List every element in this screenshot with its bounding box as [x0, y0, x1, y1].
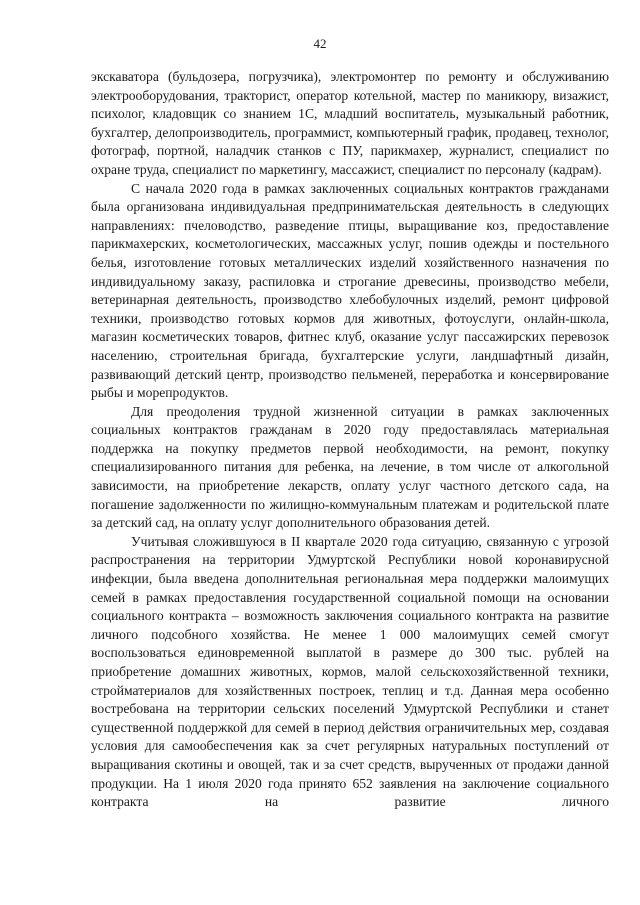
paragraph-regional-measure: Учитывая сложившуюся в II квартале 2020 года ситуацию, связанную с угрозой распространения на территории Удмуртской Республики новой коронавирусной инфекции, была введена дополнительная региональная мера поддержки малоимущих семей в рамках предоставления государственной социальной помощи на основании социального контракта – возможность заключения социального контракта на развитие личного подсобного хозяйства. Не менее 1 000 малоимущих семей смогут воспользоваться единовременной выплатой в размере до 300 тыс. рублей на приобретение домашних животных, кормов, малой сельскохозяйственной техники, стройматериалов для хозяйственных построек, теплиц и т.д. Данная мера особенно востребована на территории сельских поселений Удмуртской Республики и станет существенной поддержкой для семей в период действия ограничительных мер, создавая условия для самообеспечения как за счет регулярных натуральных поступлений от выращивания скотины и овощей, так и за счет средств, вырученных от продажи данной продукции. На 1 июля 2020 года принято 652 заявления на заключение социального контракта на развитие личного: [91, 533, 609, 810]
paragraph-material-support: Для преодоления трудной жизненной ситуации в рамках заключенных социальных контрактов гражданам в 2020 году предоставлялась материальная поддержка на покупку предметов первой необходимости, на ремонт, покупку специализированного питания для ребенка, на лечение, в том числе от алкогольной зависимости, на приобретение лекарств, оплату услуг частного детского сада, на погашение задолженности по жилищно-коммунальным платежам и родительской плате за детский сад, на оплату услуг дополнительного образования детей.: [91, 403, 609, 531]
paragraph-professions-list: экскаватора (бульдозера, погрузчика), электромонтер по ремонту и обслуживанию электрооборудования, тракторист, оператор котельной, мастер по маникюру, визажист, психолог, кладовщик со знанием 1С, младший воспитатель, музыкальный работник, бухгалтер, делопроизводитель, программист, компьютерный график, продавец, технолог, фотограф, портной, наладчик станков с ПУ, парикмахер, журналист, специалист по охране труда, специалист по маркетингу, массажист, специалист по персоналу (кадрам).: [91, 69, 609, 177]
document-body: [91, 68, 609, 812]
paragraph-entrepreneurship-directions: С начала 2020 года в рамках заключенных социальных контрактов гражданами была организована индивидуальная предпринимательская деятельность в следующих направлениях: пчеловодство, разведение птицы, выращивание коз, предоставление парикмахерских, косметологических, массажных услуг, пошив одежды и постельного белья, изготовление готовых металлических изделий хозяйственного назначения по индивидуальному заказу, распиловка и строгание древесины, производство мебели, ветеринарная деятельность, производство хлебобулочных изделий, ремонт цифровой техники, производство готовых кормов для животных, фотоуслуги, онлайн-школа, магазин косметических товаров, фитнес клуб, оказание услуг пассажирских перевозок населению, строительная бригада, бухгалтерские услуги, ландшафтный дизайн, развивающий детский центр, производство пельменей, переработка и консервирование рыбы и морепродуктов.: [91, 180, 609, 401]
page-number: 42: [313, 36, 327, 51]
